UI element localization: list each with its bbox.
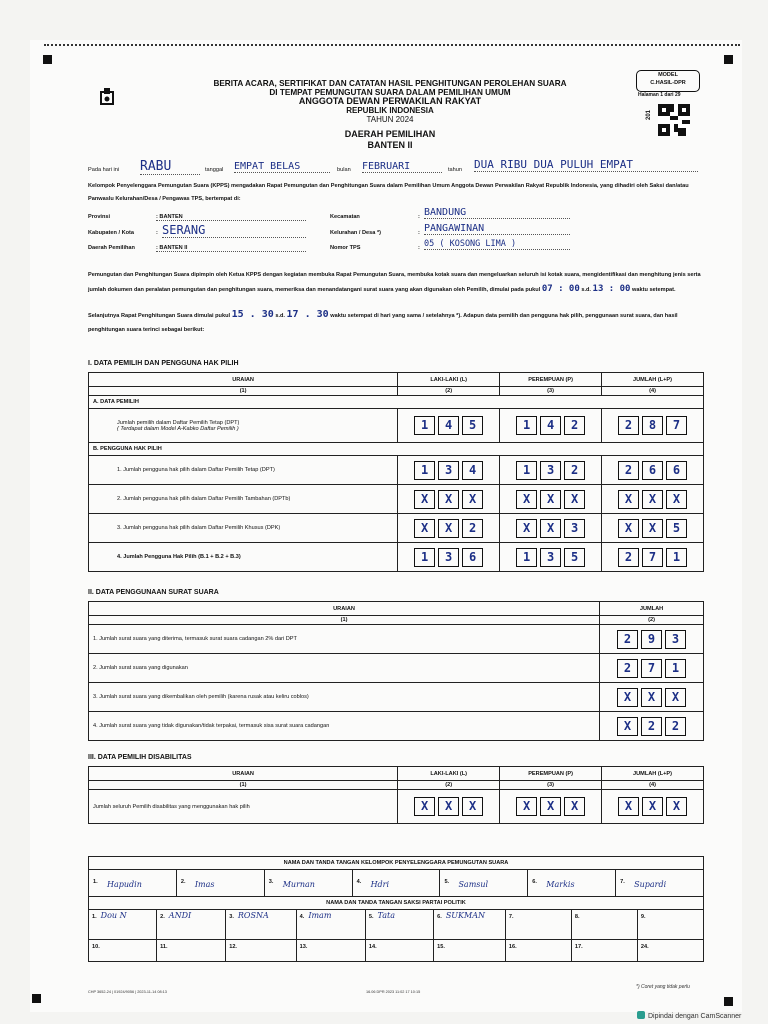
bulan-value: FEBRUARI — [362, 161, 442, 173]
tps-label: Nomor TPS — [330, 245, 361, 251]
digit-box: 1 — [665, 659, 686, 678]
digit-box: X — [642, 797, 663, 816]
tps-value: 05 ( KOSONG LIMA ) — [424, 239, 570, 250]
b3-perempuan — [500, 514, 602, 543]
digit-box: 2 — [641, 717, 662, 736]
digit-boxes — [402, 490, 495, 509]
kpps-number: 2. — [180, 879, 186, 885]
col-perempuan: PEREMPUAN (P) — [500, 767, 602, 781]
disabilitas-jumlah — [602, 790, 704, 824]
saksi-signature-cell — [89, 910, 157, 940]
saksi-number: 14. — [368, 944, 377, 950]
b3-jumlah — [602, 514, 704, 543]
digit-box: X — [516, 519, 537, 538]
kpps-number: 4. — [356, 879, 362, 885]
digit-box: 6 — [666, 461, 687, 480]
b3-laki — [398, 514, 500, 543]
digit-box: 7 — [642, 548, 663, 567]
saksi-number: 10. — [92, 944, 100, 950]
b-title: B. PENGGUNA HAK PILIH — [89, 443, 704, 456]
kpps-signature-cell — [440, 870, 528, 896]
tanggal-label: tanggal — [205, 167, 224, 173]
digit-box: 3 — [438, 548, 459, 567]
kecamatan-label: Kecamatan — [330, 214, 360, 220]
disabilitas-laki — [398, 790, 500, 824]
col-uraian: URAIAN — [89, 767, 398, 781]
kpps-number: 7. — [620, 879, 625, 885]
digit-box: 2 — [665, 717, 686, 736]
qr-number: 201 — [646, 109, 653, 121]
saksi-signature-cell — [637, 940, 703, 962]
intro-text: Pemungutan dan Penghitungan Suara dipimpin oleh Ketua KPPS dengan kegiatan membuka Rapat Pemungutan Suara, membuka kotak suara dan mengeluarkan seluruh isi kotak suara, mengidentifikasi dan menghitung jenis serta jumlah dokumen dan peralatan pemungutan dan penghitungan suara, memeriksa dan menandatangani surat suara yang akan digunakan oleh Pemilih, dimulai pada pukul — [88, 272, 701, 293]
title-line: BANTEN II — [367, 140, 413, 150]
saksi-signature-cell — [434, 910, 506, 940]
digit-boxes — [604, 630, 699, 649]
digit-box: X — [666, 797, 687, 816]
corner-mark — [724, 55, 733, 64]
digit-box: X — [438, 519, 459, 538]
saksi-signature: Tata — [377, 911, 395, 920]
digit-box: 7 — [666, 416, 687, 435]
footer-center: 16.06 DPR 2023 11:02 17 10:15 — [366, 990, 421, 994]
saksi-signature-cell — [571, 910, 637, 940]
saksi-number: 2. — [160, 914, 165, 920]
saksi-row — [89, 940, 704, 962]
saksi-signature-cell — [571, 940, 637, 962]
saksi-signature-cell — [365, 940, 433, 962]
kabupaten-value: SERANG — [162, 223, 306, 238]
model-code: C.HASIL-DPR — [650, 80, 686, 86]
b2-label: 2. Jumlah pengguna hak pilih dalam Daftar Pemilih Tambahan (DPTb) — [89, 485, 398, 514]
digit-box: 5 — [462, 416, 483, 435]
section-3-title: III. DATA PEMILIH DISABILITAS — [88, 754, 192, 761]
kpps-signature: Imas — [194, 880, 215, 889]
kpps-signature-cell — [89, 870, 177, 896]
col-jumlah: JUMLAH (L+P) — [602, 373, 704, 387]
saksi-signature-cell — [505, 910, 571, 940]
b4-label: 4. Jumlah Pengguna Hak Pilih (B.1 + B.2 + B.3) — [89, 543, 398, 572]
intro2-start-time: 15 . 30 — [231, 309, 274, 320]
ss-row-4: 4. Jumlah surat suara yang tidak digunakan/tidak terpakai, termasuk sisa surat suara cadangan — [89, 712, 600, 741]
footer-code: CHP 3652-24 | 01924/9056 | 2023-11-14 08:13 — [88, 990, 167, 994]
digit-boxes — [402, 548, 495, 567]
intro2-sd: s.d. — [275, 313, 285, 319]
intro-start-time: 07 : 00 — [541, 284, 580, 294]
ss-row-1-value — [600, 625, 704, 654]
digit-box: X — [516, 797, 537, 816]
digit-box: 3 — [564, 519, 585, 538]
col-number: (1) — [89, 616, 600, 625]
saksi-number: 13. — [299, 944, 308, 950]
digit-box: 2 — [462, 519, 483, 538]
saksi-number: 12. — [229, 944, 237, 950]
digit-boxes — [604, 688, 699, 707]
provinsi-label: Provinsi — [88, 214, 111, 220]
digit-box: X — [642, 519, 663, 538]
a-jumlah — [602, 409, 704, 443]
kabupaten-colon: : — [156, 230, 158, 236]
intro2-tail: waktu setempat di hari yang sama / setelahnya *). Adapun data pemilih dan pengguna hak pilih, penggunaan surat suara, dan hasil penghitungan suara terinci sebagai berikut: — [88, 313, 678, 333]
model-box — [636, 70, 700, 92]
digit-box: X — [414, 519, 435, 538]
intro-paragraph — [88, 268, 704, 297]
col-number: (1) — [89, 387, 398, 396]
section-2-title: II. DATA PENGGUNAAN SURAT SUARA — [88, 589, 219, 596]
title-line: TAHUN 2024 — [366, 115, 414, 124]
b1-perempuan — [500, 456, 602, 485]
kpps-signature: Supardi — [634, 880, 667, 889]
a-row-sub: ( Terdapat dalam Model A-Kabko Daftar Pemilih ) — [117, 425, 239, 432]
kpu-logo-icon — [98, 86, 116, 108]
col-number: (4) — [602, 387, 704, 396]
saksi-signature-cell — [226, 940, 296, 962]
section-1-table — [88, 372, 704, 572]
digit-boxes — [402, 461, 495, 480]
digit-box: X — [462, 490, 483, 509]
kpps-signature-cell — [528, 870, 616, 896]
digit-box: 3 — [540, 548, 561, 567]
scanner-text: Dipindai dengan CamScanner — [648, 1013, 742, 1020]
opening-paragraph: Kelompok Penyelenggara Pemungutan Suara (KPPS) mengadakan Rapat Pemungutan dan Penghitungan Suara dalam Pemilihan Umum Anggota Dewan Perwakilan Rakyat Republik Indonesia, yang dihadiri oleh Saksi dan/atau Panwaslu Kelurahan/Desa / Pengawas TPS, bertempat di: — [88, 183, 689, 202]
kpps-signature: Hapudin — [107, 880, 142, 889]
digit-box: X — [618, 490, 639, 509]
ss-row-4-value — [600, 712, 704, 741]
digit-box: 1 — [516, 548, 537, 567]
scanner-watermark — [637, 1011, 741, 1020]
model-label: MODEL — [658, 72, 678, 78]
digit-boxes — [606, 461, 699, 480]
kpps-signature-cell — [265, 870, 353, 896]
digit-box: 1 — [414, 416, 435, 435]
b2-jumlah — [602, 485, 704, 514]
saksi-signature-cell — [157, 940, 226, 962]
col-number: (2) — [398, 781, 500, 790]
saksi-signature-cell — [637, 910, 703, 940]
camscanner-icon — [637, 1011, 645, 1019]
digit-box: 2 — [564, 416, 585, 435]
col-jumlah: JUMLAH (L+P) — [602, 767, 704, 781]
saksi-signature-cell — [157, 910, 226, 940]
digit-box: X — [665, 688, 686, 707]
disabilitas-perempuan — [500, 790, 602, 824]
tahun-value: DUA RIBU DUA PULUH EMPAT — [474, 158, 698, 172]
top-dotted-edge — [44, 44, 740, 46]
corner-mark — [32, 994, 41, 1003]
ss-row-3: 3. Jumlah surat suara yang dikembalikan oleh pemilih (karena rusak atau keliru coblos) — [89, 683, 600, 712]
digit-boxes — [604, 659, 699, 678]
col-jumlah: JUMLAH — [600, 602, 704, 616]
saksi-signature: ANDI — [168, 911, 192, 920]
digit-box: 6 — [642, 461, 663, 480]
digit-box: X — [642, 490, 663, 509]
digit-boxes — [606, 416, 699, 435]
page-indicator: Halaman 1 dari 29 — [638, 92, 681, 98]
saksi-signature: ROSNA — [237, 911, 269, 920]
bulan-label: bulan — [337, 167, 351, 173]
intro-tail: waktu setempat. — [632, 287, 676, 293]
a-title: A. DATA PEMILIH — [89, 396, 704, 409]
digit-box: 2 — [564, 461, 585, 480]
digit-box: X — [540, 519, 561, 538]
digit-boxes — [604, 717, 699, 736]
digit-boxes — [606, 519, 699, 538]
section-2-table — [88, 601, 704, 741]
signature-table — [88, 856, 704, 962]
digit-box: X — [618, 797, 639, 816]
digit-boxes — [606, 490, 699, 509]
saksi-signature-cell — [365, 910, 433, 940]
digit-boxes — [504, 519, 597, 538]
saksi-signature-cell — [296, 910, 365, 940]
col-laki: LAKI-LAKI (L) — [398, 767, 500, 781]
col-number: (4) — [602, 781, 704, 790]
digit-box: 5 — [564, 548, 585, 567]
digit-box: 4 — [540, 416, 561, 435]
digit-box: 3 — [665, 630, 686, 649]
digit-box: 1 — [666, 548, 687, 567]
digit-box: X — [641, 688, 662, 707]
digit-box: 1 — [516, 416, 537, 435]
saksi-number: 11. — [160, 944, 168, 950]
saksi-signature: Dou N — [100, 911, 127, 920]
digit-box: 2 — [617, 630, 638, 649]
saksi-number: 16. — [508, 944, 517, 950]
saksi-number: 6. — [437, 914, 442, 920]
footer-note: *) Coret yang tidak perlu — [636, 984, 690, 990]
b1-laki — [398, 456, 500, 485]
a-row-text: Jumlah pemilih dalam Daftar Pemilih Tetap (DPT) — [117, 419, 240, 426]
kpps-signature-cell — [353, 870, 441, 896]
ss-row-2-value — [600, 654, 704, 683]
saksi-signature-cell — [296, 940, 365, 962]
kecamatan-colon: : — [418, 214, 420, 220]
kecamatan-value: BANDUNG — [424, 207, 570, 219]
digit-boxes — [504, 548, 597, 567]
saksi-number: 4. — [299, 914, 305, 920]
kpps-number: 1. — [93, 879, 98, 885]
kpps-title: NAMA DAN TANDA TANGAN KELOMPOK PENYELENGGARA PEMUNGUTAN SUARA — [89, 857, 704, 870]
digit-boxes — [504, 416, 597, 435]
disabilitas-label: Jumlah seluruh Pemilih disabilitas yang menggunakan hak pilih — [89, 790, 398, 824]
digit-box: 4 — [462, 461, 483, 480]
tanggal-value: EMPAT BELAS — [234, 161, 330, 173]
digit-box: 1 — [516, 461, 537, 480]
saksi-signature-cell — [505, 940, 571, 962]
section-1-title: I. DATA PEMILIH DAN PENGGUNA HAK PILIH — [88, 360, 239, 367]
digit-box: X — [516, 490, 537, 509]
col-number: (3) — [500, 387, 602, 396]
digit-box: 3 — [438, 461, 459, 480]
digit-box: 2 — [617, 659, 638, 678]
b2-perempuan — [500, 485, 602, 514]
b3-label: 3. Jumlah pengguna hak pilih dalam Daftar Pemilih Khusus (DPK) — [89, 514, 398, 543]
b1-label: 1. Jumlah pengguna hak pilih dalam Daftar Pemilih Tetap (DPT) — [89, 456, 398, 485]
digit-box: 8 — [642, 416, 663, 435]
saksi-number: 15. — [437, 944, 445, 950]
title-line: ANGGOTA DEWAN PERWAKILAN RAKYAT — [298, 96, 482, 106]
corner-mark — [43, 55, 52, 64]
digit-box: X — [564, 797, 585, 816]
intro-end-time: 13 : 00 — [592, 284, 631, 294]
kpps-signature-cell — [616, 870, 703, 896]
kelurahan-label: Kelurahan / Desa *) — [330, 230, 381, 236]
title-line: REPUBLIK INDONESIA — [346, 106, 434, 115]
digit-boxes — [402, 519, 495, 538]
hari-label: Pada hari ini — [88, 167, 120, 173]
saksi-number: 9. — [640, 914, 646, 920]
digit-box: 5 — [666, 519, 687, 538]
digit-boxes — [606, 797, 699, 816]
kpps-number: 5. — [444, 879, 450, 885]
kpps-number: 6. — [532, 879, 537, 885]
b4-laki — [398, 543, 500, 572]
saksi-number: 7. — [508, 914, 514, 920]
digit-boxes — [504, 797, 597, 816]
saksi-signature-cell — [434, 940, 506, 962]
col-number: (3) — [500, 781, 602, 790]
corner-mark — [724, 997, 733, 1006]
digit-boxes — [504, 461, 597, 480]
ss-row-3-value — [600, 683, 704, 712]
b4-jumlah — [602, 543, 704, 572]
digit-box: X — [617, 717, 638, 736]
section-3-table — [88, 766, 704, 824]
kelurahan-value: PANGAWINAN — [424, 223, 570, 235]
kelurahan-colon: : — [418, 230, 420, 236]
saksi-signature: SUKMAN — [445, 911, 485, 920]
saksi-number: 1. — [92, 914, 97, 920]
col-uraian: URAIAN — [89, 373, 398, 387]
col-number: (2) — [600, 616, 704, 625]
qr-code-icon — [657, 104, 691, 136]
col-laki: LAKI-LAKI (L) — [398, 373, 500, 387]
b2-laki — [398, 485, 500, 514]
kpps-signature-cell — [177, 870, 265, 896]
digit-box: 1 — [414, 461, 435, 480]
digit-box: X — [438, 797, 459, 816]
digit-box: 2 — [618, 461, 639, 480]
digit-boxes — [402, 416, 495, 435]
kpps-signature: Murnan — [282, 880, 315, 889]
kpps-signature: Samsul — [458, 880, 489, 889]
dapil-value: : BANTEN II — [156, 245, 306, 252]
title-line: BERITA ACARA, SERTIFIKAT DAN CATATAN HASIL PENGHITUNGAN PEROLEHAN SUARA — [213, 79, 567, 88]
col-perempuan: PEREMPUAN (P) — [500, 373, 602, 387]
provinsi-value: : BANTEN — [156, 214, 306, 221]
intro2-text: Selanjutnya Rapat Penghitungan Suara dimulai pukul — [88, 313, 231, 319]
saksi-number: 8. — [574, 914, 580, 920]
intro-paragraph-2 — [88, 308, 704, 337]
intro2-end-time: 17 . 30 — [286, 309, 329, 320]
tahun-label: tahun — [448, 167, 462, 173]
col-uraian: URAIAN — [89, 602, 600, 616]
kpps-number: 3. — [268, 879, 274, 885]
kpps-signature: Hdri — [370, 880, 390, 889]
digit-box: 9 — [641, 630, 662, 649]
kpps-row — [89, 870, 704, 897]
digit-box: X — [438, 490, 459, 509]
saksi-signature-cell — [226, 910, 296, 940]
saksi-number: 24. — [640, 944, 649, 950]
digit-box: X — [540, 797, 561, 816]
b4-perempuan — [500, 543, 602, 572]
ss-row-2: 2. Jumlah surat suara yang digunakan — [89, 654, 600, 683]
digit-box: 2 — [618, 548, 639, 567]
kpps-signature: Markis — [546, 880, 575, 889]
tps-colon: : — [418, 245, 420, 251]
col-number: (1) — [89, 781, 398, 790]
saksi-signature-cell — [89, 940, 157, 962]
digit-box: 1 — [414, 548, 435, 567]
ss-row-1: 1. Jumlah surat suara yang diterima, termasuk surat suara cadangan 2% dari DPT — [89, 625, 600, 654]
title-line: DAERAH PEMILIHAN — [344, 129, 436, 139]
digit-box: X — [540, 490, 561, 509]
saksi-number: 3. — [229, 914, 234, 920]
saksi-number: 17. — [574, 944, 583, 950]
digit-box: X — [617, 688, 638, 707]
b1-jumlah — [602, 456, 704, 485]
a-row-label — [89, 409, 398, 443]
a-laki — [398, 409, 500, 443]
digit-box: 3 — [540, 461, 561, 480]
digit-box: 7 — [641, 659, 662, 678]
digit-boxes — [504, 490, 597, 509]
saksi-number: 5. — [368, 914, 374, 920]
saksi-row — [89, 910, 704, 940]
digit-box: 4 — [438, 416, 459, 435]
intro-sd: s.d. — [581, 287, 591, 293]
saksi-title: NAMA DAN TANDA TANGAN SAKSI PARTAI POLITIK — [89, 897, 704, 910]
saksi-signature: Imam — [308, 911, 332, 920]
digit-box: X — [414, 490, 435, 509]
digit-box: X — [564, 490, 585, 509]
digit-boxes — [606, 548, 699, 567]
digit-box: 6 — [462, 548, 483, 567]
hari-value: RABU — [140, 159, 200, 175]
dapil-label: Daerah Pemilihan — [88, 245, 135, 251]
digit-boxes — [402, 797, 495, 816]
title-line: DI TEMPAT PEMUNGUTAN SUARA DALAM PEMILIHAN UMUM — [269, 88, 511, 97]
col-number: (2) — [398, 387, 500, 396]
digit-box: 2 — [618, 416, 639, 435]
digit-box: X — [618, 519, 639, 538]
digit-box: X — [666, 490, 687, 509]
digit-box: X — [414, 797, 435, 816]
kabupaten-label: Kabupaten / Kota — [88, 230, 134, 236]
a-perempuan — [500, 409, 602, 443]
digit-box: X — [462, 797, 483, 816]
